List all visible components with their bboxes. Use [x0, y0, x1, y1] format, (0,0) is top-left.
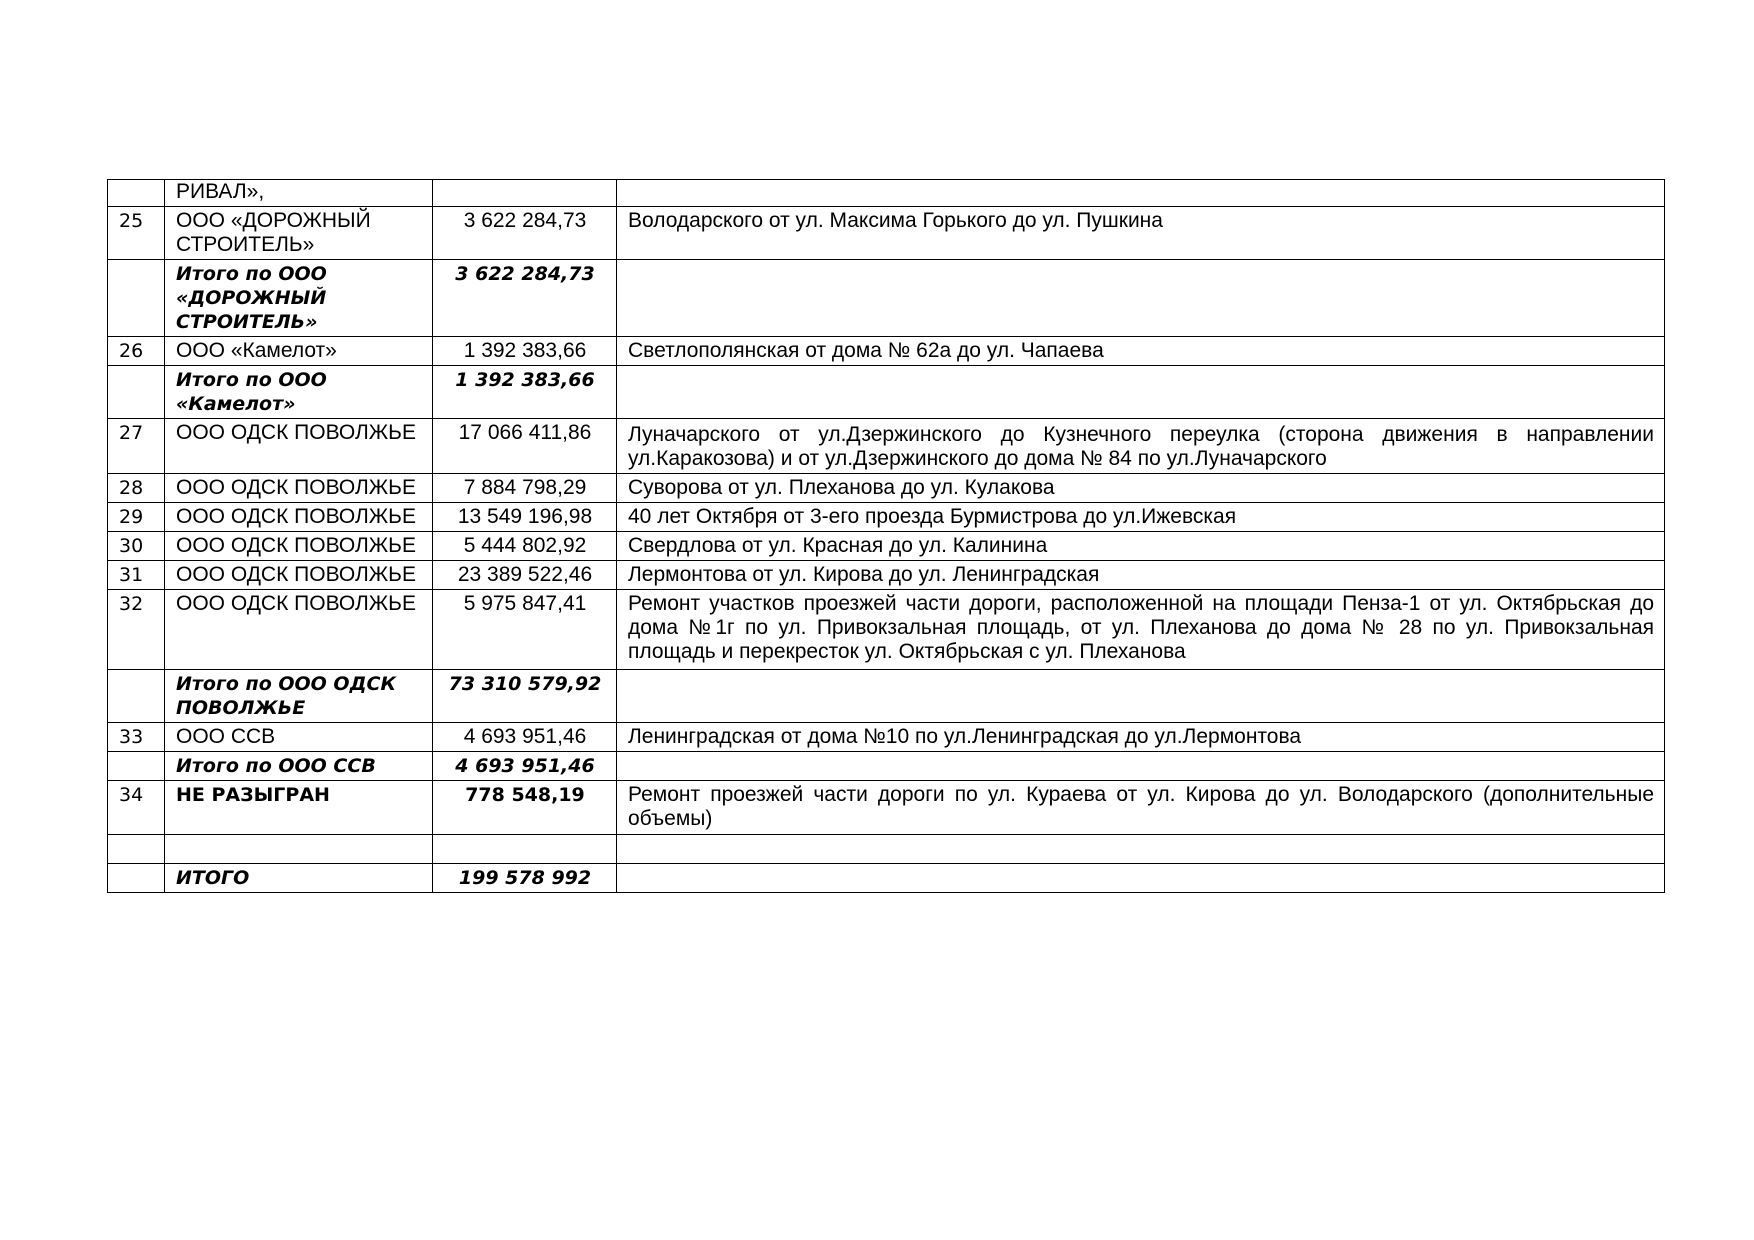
row-number: 25 — [108, 207, 165, 260]
contract-sum: 13 549 196,98 — [433, 503, 617, 532]
work-description: Свердлова от ул. Красная до ул. Калинина — [617, 532, 1665, 561]
work-description — [617, 366, 1665, 419]
contractor-name: ООО ОДСК ПОВОЛЖЬЕ — [165, 419, 433, 474]
contract-sum — [433, 835, 617, 864]
table-row — [108, 474, 1665, 503]
work-description — [617, 260, 1665, 337]
subtotal-label: Итого по ООО «ДОРОЖНЫЙ СТРОИТЕЛЬ» — [165, 260, 433, 337]
work-description: Светлополянская от дома № 62а до ул. Чапаева — [617, 337, 1665, 366]
contractor-name: ООО «Камелот» — [165, 337, 433, 366]
contract-sum: 3 622 284,73 — [433, 207, 617, 260]
work-description: Ленинградская от дома №10 по ул.Ленинградская до ул.Лермонтова — [617, 723, 1665, 752]
subtotal-label: Итого по ООО ССВ — [165, 752, 433, 781]
row-number: 33 — [108, 723, 165, 752]
total-row — [108, 864, 1665, 893]
contract-sum: 1 392 383,66 — [433, 337, 617, 366]
work-description: Лермонтова от ул. Кирова до ул. Ленинградская — [617, 561, 1665, 590]
contract-sum: 5 975 847,41 — [433, 590, 617, 670]
row-number: 29 — [108, 503, 165, 532]
row-number: 28 — [108, 474, 165, 503]
table-row — [108, 503, 1665, 532]
row-number — [108, 366, 165, 419]
subtotal-label: Итого по ООО «Камелот» — [165, 366, 433, 419]
row-number — [108, 864, 165, 893]
table-row — [108, 419, 1665, 474]
contractor-name: ООО ОДСК ПОВОЛЖЬЕ — [165, 474, 433, 503]
row-number: 32 — [108, 590, 165, 670]
contractor-name: ООО «ДОРОЖНЫЙ СТРОИТЕЛЬ» — [165, 207, 433, 260]
total-label: ИТОГО — [165, 864, 433, 893]
contractor-name — [165, 835, 433, 864]
row-number — [108, 260, 165, 337]
work-description — [617, 835, 1665, 864]
contracts-table — [107, 179, 1665, 893]
table-row — [108, 337, 1665, 366]
subtotal-sum: 73 310 579,92 — [433, 670, 617, 723]
subtotal-sum: 4 693 951,46 — [433, 752, 617, 781]
work-description: Ремонт проезжей части дороги по ул. Кураева от ул. Кирова до ул. Володарского (дополнительные объемы) — [617, 781, 1665, 835]
subtotal-sum: 1 392 383,66 — [433, 366, 617, 419]
subtotal-label: Итого по ООО ОДСК ПОВОЛЖЬЕ — [165, 670, 433, 723]
row-number — [108, 835, 165, 864]
row-number — [108, 180, 165, 207]
row-number — [108, 670, 165, 723]
contractor-name: НЕ РАЗЫГРАН — [165, 781, 433, 835]
row-number: 31 — [108, 561, 165, 590]
table-row — [108, 723, 1665, 752]
contractor-name: ООО ОДСК ПОВОЛЖЬЕ — [165, 590, 433, 670]
contractor-name: РИВАЛ», — [165, 180, 433, 207]
contract-sum: 4 693 951,46 — [433, 723, 617, 752]
work-description: 40 лет Октября от 3-его проезда Бурмистрова до ул.Ижевская — [617, 503, 1665, 532]
table-row — [108, 781, 1665, 835]
table-row — [108, 207, 1665, 260]
total-sum: 199 578 992 — [433, 864, 617, 893]
contractor-name: ООО ОДСК ПОВОЛЖЬЕ — [165, 532, 433, 561]
row-number: 30 — [108, 532, 165, 561]
work-description — [617, 180, 1665, 207]
work-description: Володарского от ул. Максима Горького до ул. Пушкина — [617, 207, 1665, 260]
contractor-name: ООО ССВ — [165, 723, 433, 752]
table-row — [108, 835, 1665, 864]
contractor-name: ООО ОДСК ПОВОЛЖЬЕ — [165, 561, 433, 590]
subtotal-sum: 3 622 284,73 — [433, 260, 617, 337]
subtotal-row — [108, 670, 1665, 723]
work-description: Суворова от ул. Плеханова до ул. Кулакова — [617, 474, 1665, 503]
row-number — [108, 752, 165, 781]
contract-sum: 17 066 411,86 — [433, 419, 617, 474]
work-description — [617, 670, 1665, 723]
row-number: 26 — [108, 337, 165, 366]
table-row — [108, 180, 1665, 207]
subtotal-row — [108, 366, 1665, 419]
work-description: Ремонт участков проезжей части дороги, расположенной на площади Пенза-1 от ул. Октябрьская до дома №1г по ул. Привокзальная площадь, от ул. Плеханова до дома № 28 по ул. Привокзальная площадь и перекресток ул. Октябрьская с ул. Плеханова — [617, 590, 1665, 670]
work-description — [617, 864, 1665, 893]
row-number: 34 — [108, 781, 165, 835]
table-row — [108, 532, 1665, 561]
contract-sum — [433, 180, 617, 207]
subtotal-row — [108, 752, 1665, 781]
row-number: 27 — [108, 419, 165, 474]
subtotal-row — [108, 260, 1665, 337]
table-row — [108, 561, 1665, 590]
work-description — [617, 752, 1665, 781]
contract-sum: 7 884 798,29 — [433, 474, 617, 503]
work-description: Луначарского от ул.Дзержинского до Кузнечного переулка (сторона движения в направлении ул.Каракозова) и от ул.Дзержинского до дома № 84 по ул.Луначарского — [617, 419, 1665, 474]
contract-sum: 778 548,19 — [433, 781, 617, 835]
contractor-name: ООО ОДСК ПОВОЛЖЬЕ — [165, 503, 433, 532]
contract-sum: 5 444 802,92 — [433, 532, 617, 561]
contract-sum: 23 389 522,46 — [433, 561, 617, 590]
table-row — [108, 590, 1665, 670]
